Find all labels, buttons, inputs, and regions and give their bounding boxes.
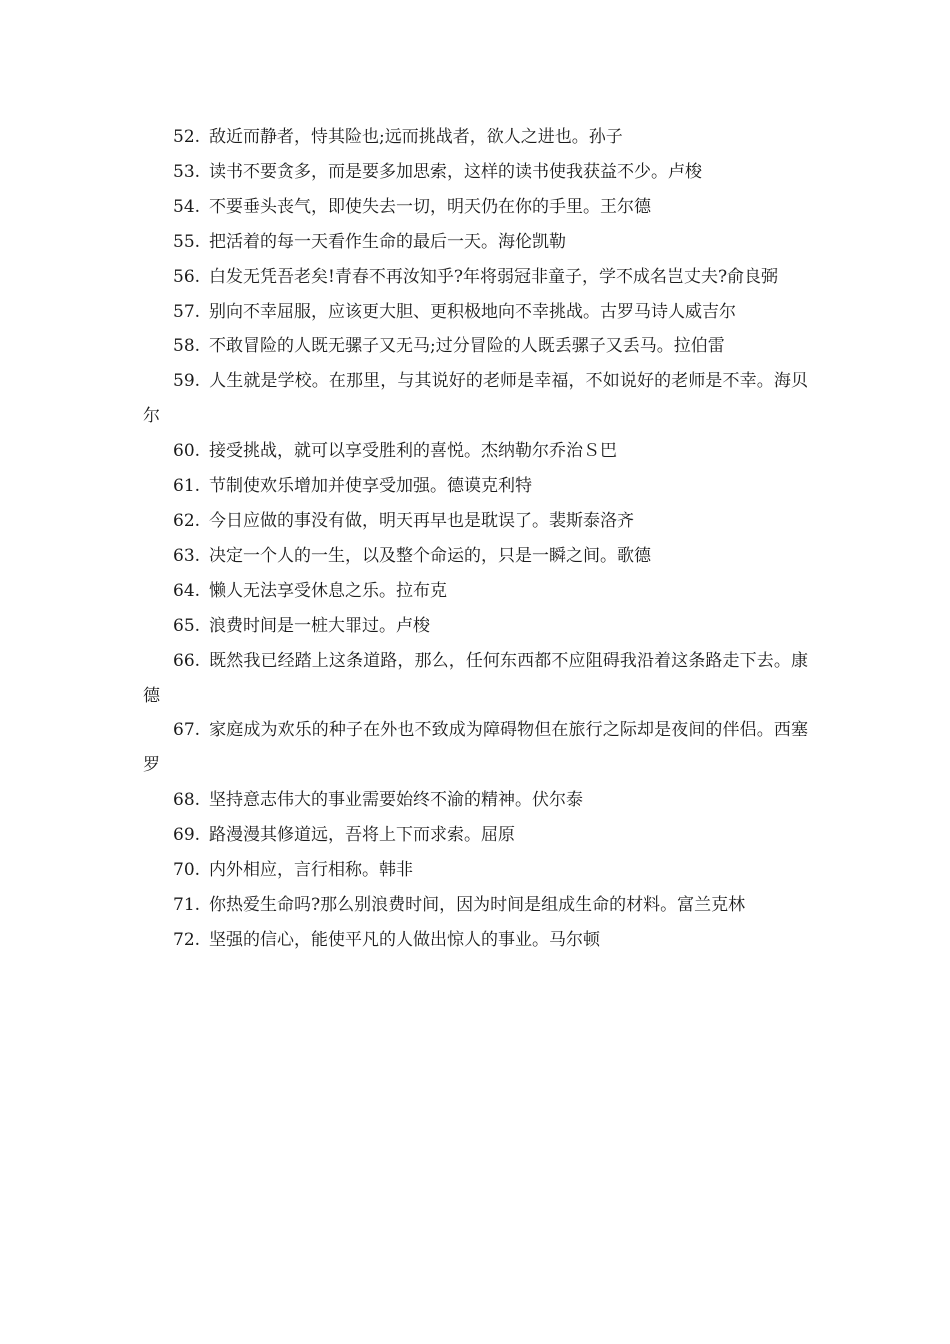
quote-number: 72. (173, 929, 201, 950)
quote-number: 67. (173, 720, 201, 741)
quote-number: 68. (173, 790, 201, 811)
quote-item (143, 504, 808, 539)
quote-number: 63. (173, 545, 201, 566)
quote-number: 69. (173, 825, 201, 846)
quote-item (143, 434, 808, 469)
quote-item (143, 609, 808, 644)
quote-number: 57. (173, 301, 201, 322)
quote-number: 54. (173, 196, 201, 217)
quote-text: 节制使欢乐增加并使享受加强。德谟克利特 (209, 476, 532, 497)
quote-number: 62. (173, 510, 201, 531)
quote-item (143, 155, 808, 190)
quote-number: 66. (173, 650, 201, 671)
quote-item (143, 818, 808, 853)
quote-text: 人生就是学校。在那里，与其说好的老师是幸福，不如说好的老师是不幸。海贝尔 (143, 371, 808, 427)
quote-number: 58. (173, 336, 201, 357)
quote-item (143, 120, 808, 155)
quote-number: 64. (173, 580, 201, 601)
quote-item (143, 295, 808, 330)
quote-text: 决定一个人的一生，以及整个命运的，只是一瞬之间。歌德 (209, 545, 651, 566)
quote-item (143, 190, 808, 225)
quote-item (143, 853, 808, 888)
quote-number: 53. (173, 161, 201, 182)
quote-text: 敌近而静者，恃其险也;远而挑战者，欲人之进也。孙子 (209, 127, 623, 147)
quote-text: 读书不要贪多，而是要多加思索，这样的读书使我获益不少。卢梭 (209, 161, 702, 182)
quote-item (143, 260, 808, 295)
quote-text: 不要垂头丧气，即使失去一切，明天仍在你的手里。王尔德 (209, 196, 651, 217)
quote-text: 不敢冒险的人既无骡子又无马;过分冒险的人既丢骡子又丢马。拉伯雷 (209, 336, 725, 357)
quote-number: 52. (173, 127, 201, 147)
quote-text: 今日应做的事没有做，明天再早也是耽误了。裴斯泰洛齐 (209, 510, 634, 531)
quote-number: 55. (173, 231, 201, 252)
quote-item (143, 644, 808, 714)
quote-item (143, 364, 808, 434)
quote-text: 白发无凭吾老矣!青春不再汝知乎?年将弱冠非童子，学不成名岂丈夫?俞良弼 (209, 266, 779, 287)
quote-text: 坚持意志伟大的事业需要始终不渝的精神。伏尔泰 (209, 790, 583, 811)
quote-text: 别向不幸屈服，应该更大胆、更积极地向不幸挑战。古罗马诗人威吉尔 (209, 301, 736, 322)
quote-number: 59. (173, 371, 201, 392)
quote-item (143, 923, 808, 958)
quote-number: 56. (173, 266, 201, 287)
quote-item (143, 783, 808, 818)
quote-text: 内外相应，言行相称。韩非 (209, 860, 413, 881)
quote-text: 既然我已经踏上这条道路，那么，任何东西都不应阻碍我沿着这条路走下去。康德 (143, 650, 808, 706)
quote-item (143, 469, 808, 504)
quote-number: 70. (173, 860, 201, 881)
quote-item (143, 539, 808, 574)
quote-text: 坚强的信心，能使平凡的人做出惊人的事业。马尔顿 (209, 929, 600, 950)
quote-list (143, 120, 808, 958)
quote-number: 65. (173, 615, 201, 636)
quote-number: 71. (173, 894, 201, 915)
quote-text: 接受挑战，就可以享受胜利的喜悦。杰纳勒尔乔治Ｓ巴 (209, 441, 617, 462)
quote-item (143, 888, 808, 923)
quote-text: 把活着的每一天看作生命的最后一天。海伦凯勒 (209, 231, 566, 252)
quote-item (143, 574, 808, 609)
quote-number: 60. (173, 441, 201, 462)
quote-text: 路漫漫其修道远，吾将上下而求索。屈原 (209, 825, 515, 846)
quote-item (143, 329, 808, 364)
quote-text: 家庭成为欢乐的种子在外也不致成为障碍物但在旅行之际却是夜间的伴侣。西塞罗 (143, 720, 808, 776)
quote-number: 61. (173, 476, 201, 497)
quote-item (143, 225, 808, 260)
quote-text: 浪费时间是一桩大罪过。卢梭 (209, 615, 430, 636)
quote-text: 你热爱生命吗?那么别浪费时间，因为时间是组成生命的材料。富兰克林 (209, 894, 746, 915)
quote-item (143, 713, 808, 783)
quote-text: 懒人无法享受休息之乐。拉布克 (209, 580, 447, 601)
